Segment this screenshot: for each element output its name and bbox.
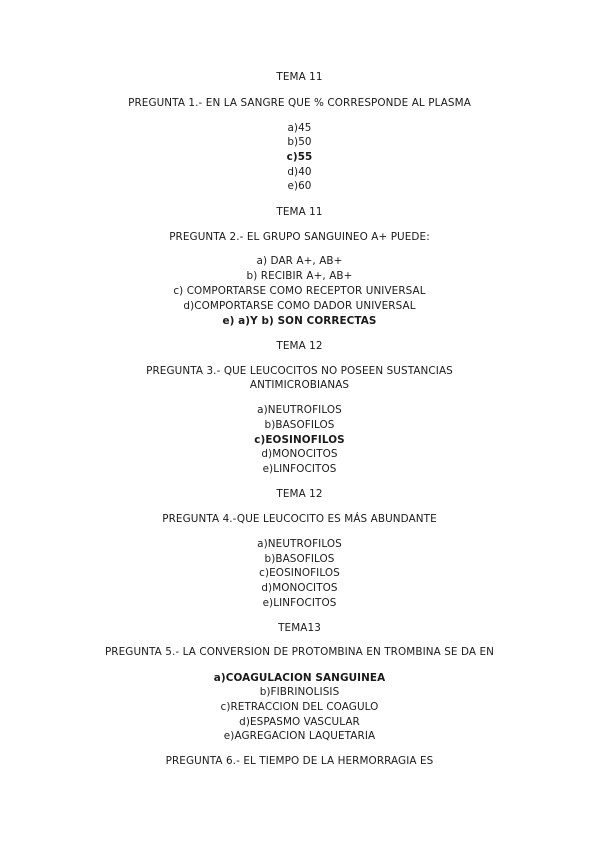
answer-option: d)MONOCITOS — [261, 582, 338, 594]
topic-heading: TEMA 11 — [276, 71, 323, 83]
answer-option-correct: a)COAGULACION SANGUINEA — [213, 672, 386, 684]
answer-option: e)60 — [287, 180, 312, 192]
question-text: PREGUNTA 5.- LA CONVERSION DE PROTOMBINA EN TROMBINA SE DA EN — [104, 646, 495, 658]
topic-heading: TEMA 11 — [276, 206, 323, 218]
answer-option: b) RECIBIR A+, AB+ — [246, 270, 353, 282]
answer-option: d)ESPASMO VASCULAR — [239, 716, 360, 728]
answer-option: c)RETRACCION DEL COAGULO — [220, 701, 379, 713]
question-text: PREGUNTA 6.- EL TIEMPO DE LA HERMORRAGIA ES — [165, 755, 434, 767]
answer-option-correct: c)EOSINOFILOS — [254, 434, 345, 446]
topic-heading: TEMA 12 — [276, 340, 323, 352]
answer-option: d)COMPORTARSE COMO DADOR UNIVERSAL — [183, 300, 416, 312]
answer-option: a) DAR A+, AB+ — [256, 255, 343, 267]
answer-option: e)LINFOCITOS — [262, 463, 337, 475]
answer-option: b)BASOFILOS — [264, 419, 335, 431]
answer-option: b)BASOFILOS — [264, 553, 335, 565]
answer-option-correct: e) a)Y b) SON CORRECTAS — [222, 315, 377, 327]
question-text: PREGUNTA 1.- EN LA SANGRE QUE % CORRESPONDE AL PLASMA — [128, 97, 471, 109]
answer-option: d)40 — [287, 166, 312, 178]
answer-option: d)MONOCITOS — [261, 448, 338, 460]
topic-heading: TEMA13 — [278, 622, 321, 634]
answer-option: c) COMPORTARSE COMO RECEPTOR UNIVERSAL — [173, 285, 426, 297]
answer-option: a)NEUTROFILOS — [257, 538, 342, 550]
answer-option: e)AGREGACION LAQUETARIA — [223, 730, 376, 742]
answer-option: a)NEUTROFILOS — [257, 404, 342, 416]
question-text: PREGUNTA 4.-QUE LEUCOCITO ES MÁS ABUNDANTE — [162, 513, 437, 525]
answer-option: c)EOSINOFILOS — [259, 567, 340, 579]
question-text: PREGUNTA 2.- EL GRUPO SANGUINEO A+ PUEDE: — [169, 231, 430, 243]
answer-option: b)FIBRINOLISIS — [259, 686, 340, 698]
question-text-continued: ANTIMICROBIANAS — [249, 379, 350, 391]
answer-option-correct: c)55 — [286, 151, 313, 163]
topic-heading: TEMA 12 — [276, 488, 323, 500]
answer-option: a)45 — [287, 122, 312, 134]
question-text: PREGUNTA 3.- QUE LEUCOCITOS NO POSEEN SUSTANCIAS — [146, 365, 453, 377]
answer-option: b)50 — [287, 136, 312, 148]
answer-option: e)LINFOCITOS — [262, 597, 337, 609]
